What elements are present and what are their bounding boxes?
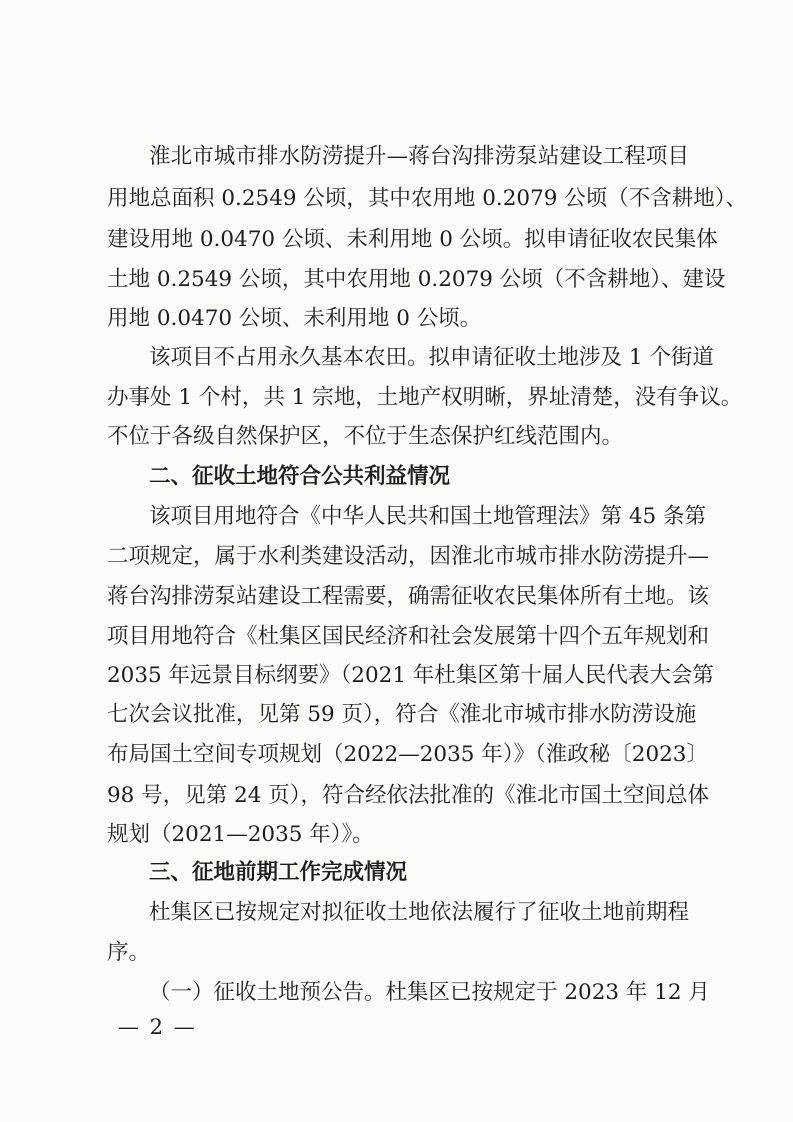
paragraph-line: 用地 0.0470 公顷、未利用地 0 公顷。	[107, 306, 482, 331]
paragraph-line: 序。	[107, 940, 151, 965]
paragraph-line: 项目用地符合《杜集区国民经济和社会发展第十四个五年规划和	[107, 624, 710, 649]
page-number: — 2 —	[118, 1015, 197, 1039]
paragraph-line: 2035 年远景目标纲要》（2021 年杜集区第十届人民代表大会第	[107, 663, 714, 688]
paragraph-line: 该项目不占用永久基本农田。拟申请征收土地涉及 1 个街道	[149, 345, 714, 370]
paragraph-line: 土地 0.2549 公顷，其中农用地 0.2079 公顷（不含耕地）、建设	[107, 267, 726, 292]
paragraph-line: 办事处 1 个村，共 1 宗地，土地产权明晰，界址清楚，没有争议。	[107, 385, 743, 410]
paragraph-line: 用地总面积 0.2549 公顷，其中农用地 0.2079 公顷（不含耕地）、	[107, 186, 748, 211]
paragraph-line: 不位于各级自然保护区，不位于生态保护红线范围内。	[107, 424, 624, 449]
paragraph-line: 该项目用地符合《中华人民共和国土地管理法》第 45 条第	[149, 504, 707, 529]
paragraph-line: 淮北市城市排水防涝提升—蒋台沟排涝泵站建设工程项目	[149, 144, 689, 169]
paragraph-line: （一）征收土地预公告。杜集区已按规定于 2023 年 12 月	[149, 980, 710, 1005]
section-heading: 三、征地前期工作完成情况	[149, 860, 408, 885]
section-heading: 二、征收土地符合公共利益情况	[149, 464, 451, 489]
paragraph-line: 七次会议批准，见第 59 页），符合《淮北市城市排水防涝设施	[107, 702, 697, 727]
paragraph-line: 二项规定，属于水利类建设活动，因淮北市城市排水防涝提升—	[107, 544, 710, 569]
paragraph-line: 布局国土空间专项规划（2022—2035 年）》（淮政秘〔2023〕	[107, 742, 708, 767]
paragraph-line: 杜集区已按规定对拟征收土地依法履行了征收土地前期程	[149, 900, 689, 925]
paragraph-line: 蒋台沟排涝泵站建设工程需要，确需征收农民集体所有土地。该	[107, 584, 710, 609]
paragraph-line: 规划（2021—2035 年）》。	[107, 822, 374, 847]
paragraph-line: 98 号，见第 24 页），符合经依法批准的《淮北市国土空间总体	[107, 783, 709, 808]
paragraph-line: 建设用地 0.0470 公顷、未利用地 0 公顷。拟申请征收农民集体	[107, 227, 718, 252]
